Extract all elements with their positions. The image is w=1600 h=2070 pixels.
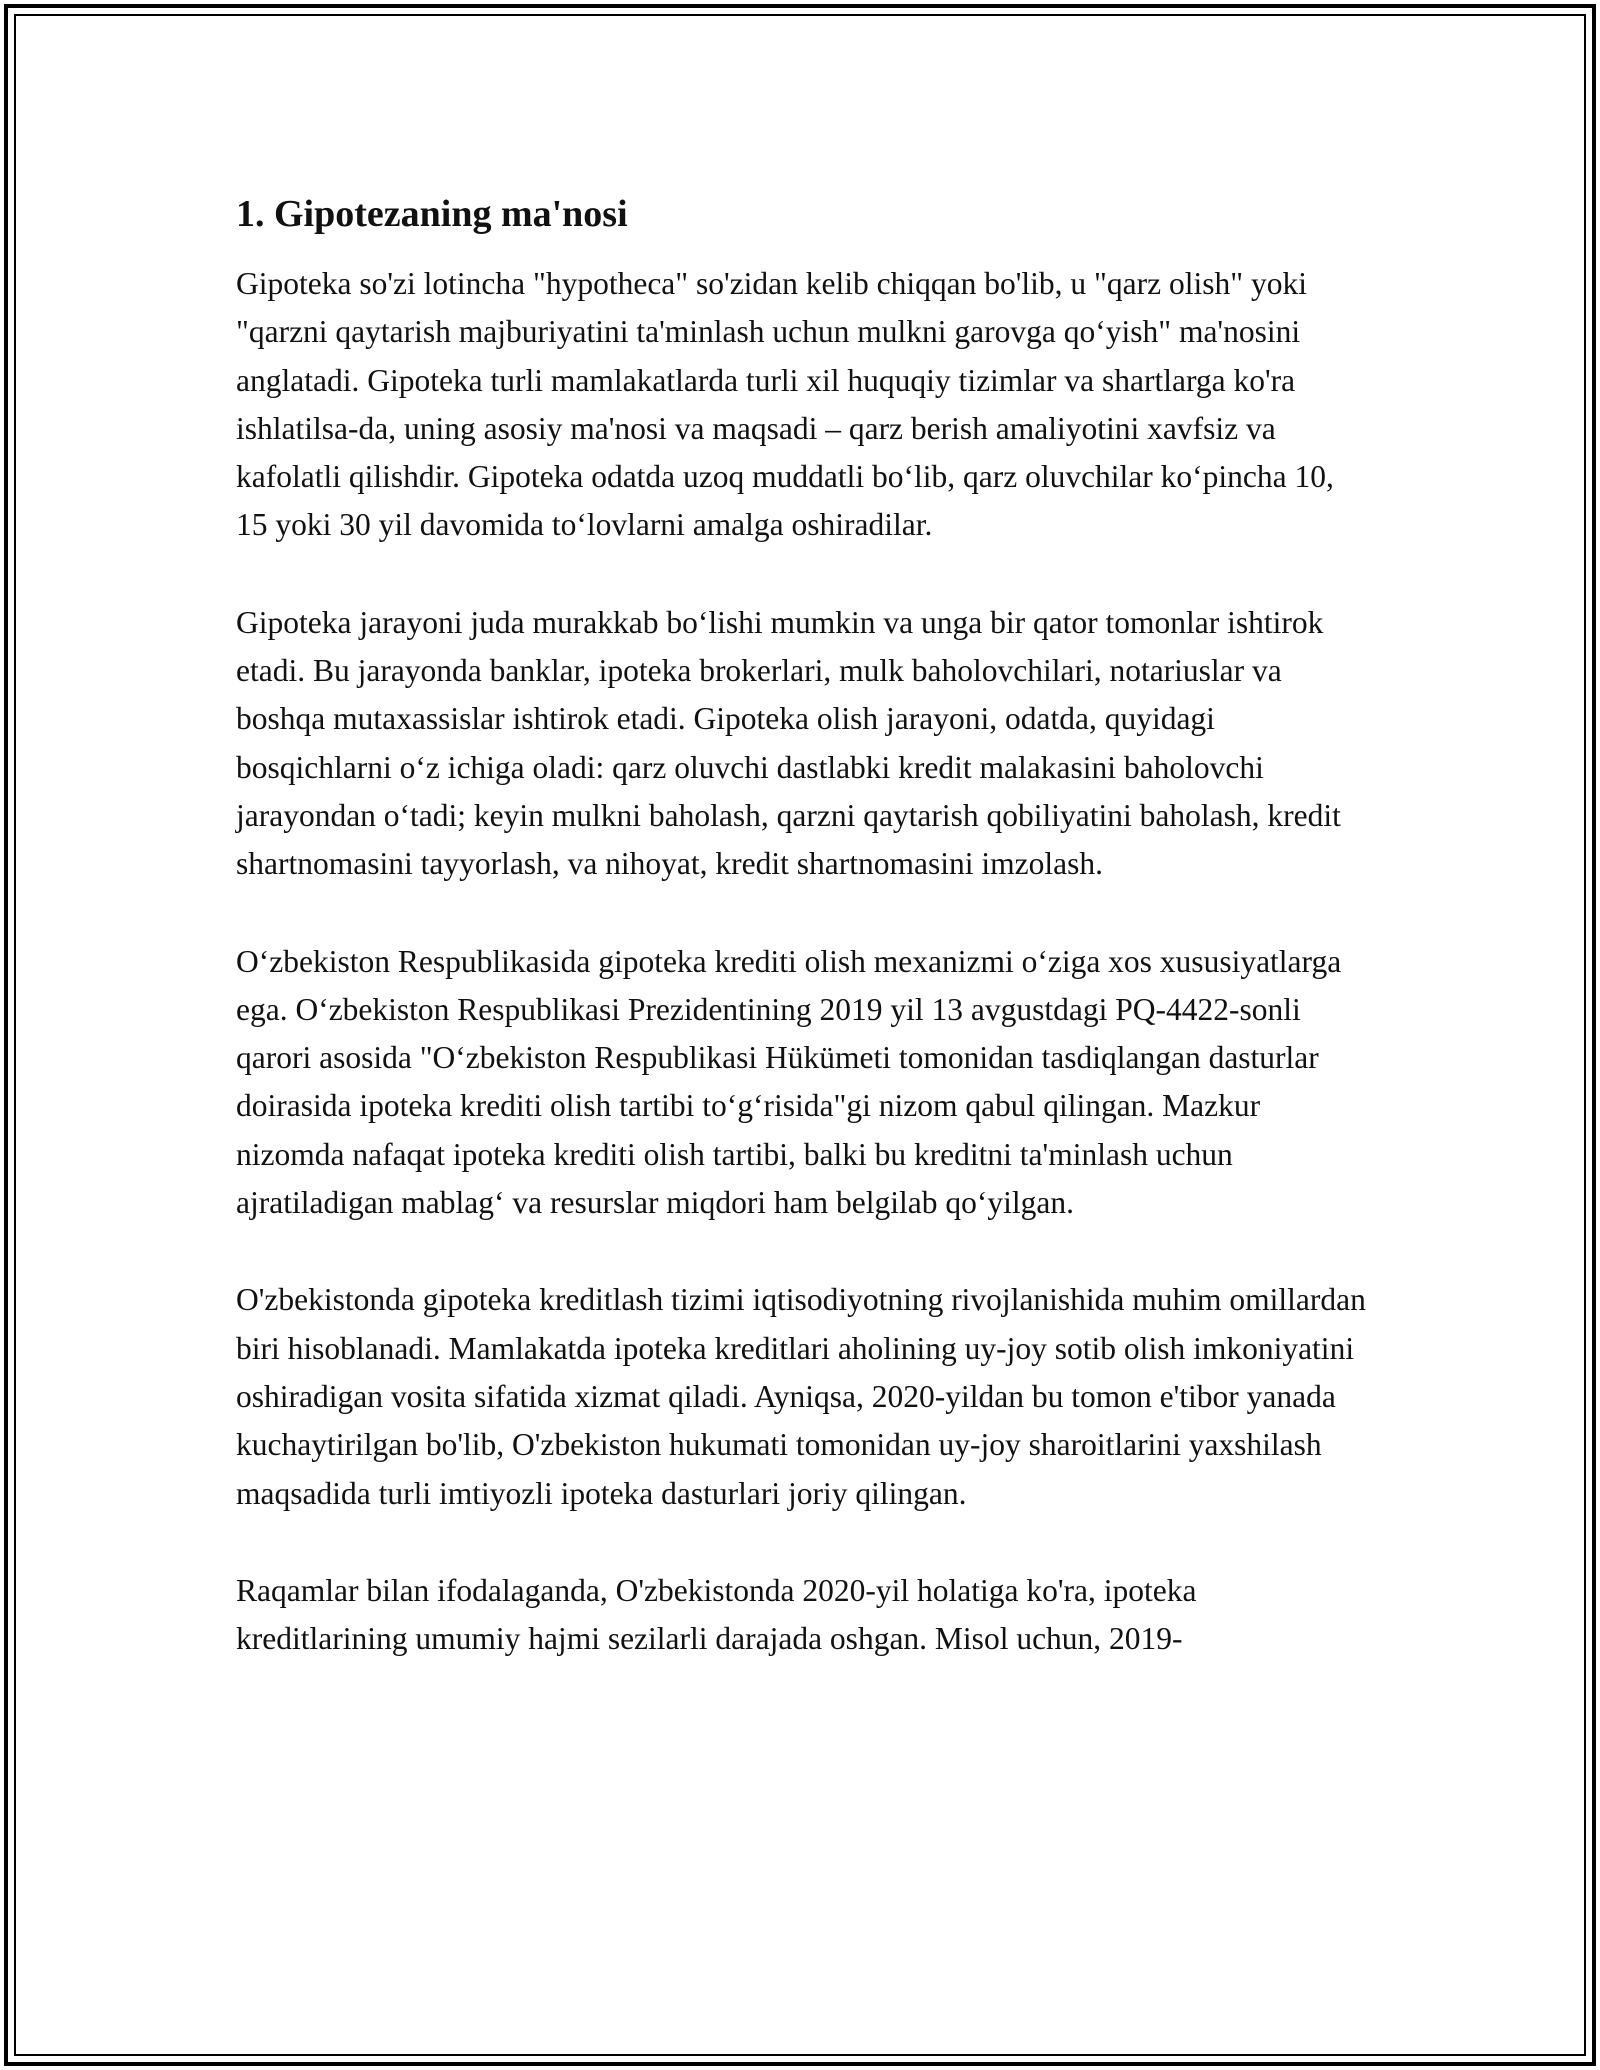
paragraph-4: O'zbekistonda gipoteka kreditlash tizimi iqtisodiyotning rivojlanishida muhim omillardan biri hisoblanadi. Mamlakatda ipoteka kreditlari aholining uy-joy sotib olish imkoniyatini oshiradigan vosita sifatida xizmat qiladi. Ayniqsa, 2020-yildan bu tomon e'tibor yanada kuchaytirilgan bo'lib, O'zbekiston hukumati tomonidan uy-joy sharoitlarini yaxshilash maqsadida turli imtiyozli ipoteka dasturlari joriy qilingan. xyxy=(236,1282,1366,1511)
section-heading: 1. Gipotezaning ma'nosi xyxy=(236,193,628,235)
paragraph-5: Raqamlar bilan ifodalaganda, O'zbekistonda 2020-yil holatiga ko'ra, ipoteka kreditlarining umumiy hajmi sezilarli darajada oshgan. Misol uchun, 2019- xyxy=(236,1572,1197,1657)
paragraph-2: Gipoteka jarayoni juda murakkab bo‘lishi mumkin va unga bir qator tomonlar ishtirok etadi. Bu jarayonda banklar, ipoteka brokerlari, mulk baholovchilari, notariuslar va boshqa mutaxassislar ishtirok etadi. Gipoteka olish jarayoni, odatda, quyidagi bosqichlarni o‘z ichiga oladi: qarz oluvchi dastlabki kredit malakasini baholovchi jarayondan o‘tadi; keyin mulkni baholash, qarzni qaytarish qobiliyatini baholash, kredit shartnomasini tayyorlash, va nihoyat, kredit shartnomasini imzolash. xyxy=(236,604,1341,882)
document-body xyxy=(236,188,1366,1663)
paragraph-1: Gipoteka so'zi lotincha "hypotheca" so'zidan kelib chiqqan bo'lib, u "qarz olish" yoki "qarzni qaytarish majburiyatini ta'minlash uchun mulkni garovga qo‘yish" ma'nosini anglatadi. Gipoteka turli mamlakatlarda turli xil huquqiy tizimlar va shartlarga ko'ra ishlatilsa-da, uning asosiy ma'nosi va maqsadi – qarz berish amaliyotini xavfsiz va kafolatli qilishdir. Gipoteka odatda uzoq muddatli bo‘lib, qarz oluvchilar ko‘pincha 10, 15 yoki 30 yil davomida to‘lovlarni amalga oshiradilar. xyxy=(236,266,1334,543)
paragraph-3: O‘zbekiston Respublikasida gipoteka krediti olish mexanizmi o‘ziga xos xususiyatlarga ega. O‘zbekiston Respublikasi Prezidentining 2019 yil 13 avgustdagi PQ-4422-sonli qarori asosida "O‘zbekiston Respublikasi Hükümeti tomonidan tasdiqlangan dasturlar doirasida ipoteka krediti olish tartibi to‘g‘risida"gi nizom qabul qilingan. Mazkur nizomda nafaqat ipoteka krediti olish tartibi, balki bu kreditni ta'minlash uchun ajratiladigan mablag‘ va resurslar miqdori ham belgilab qo‘yilgan. xyxy=(236,943,1342,1221)
